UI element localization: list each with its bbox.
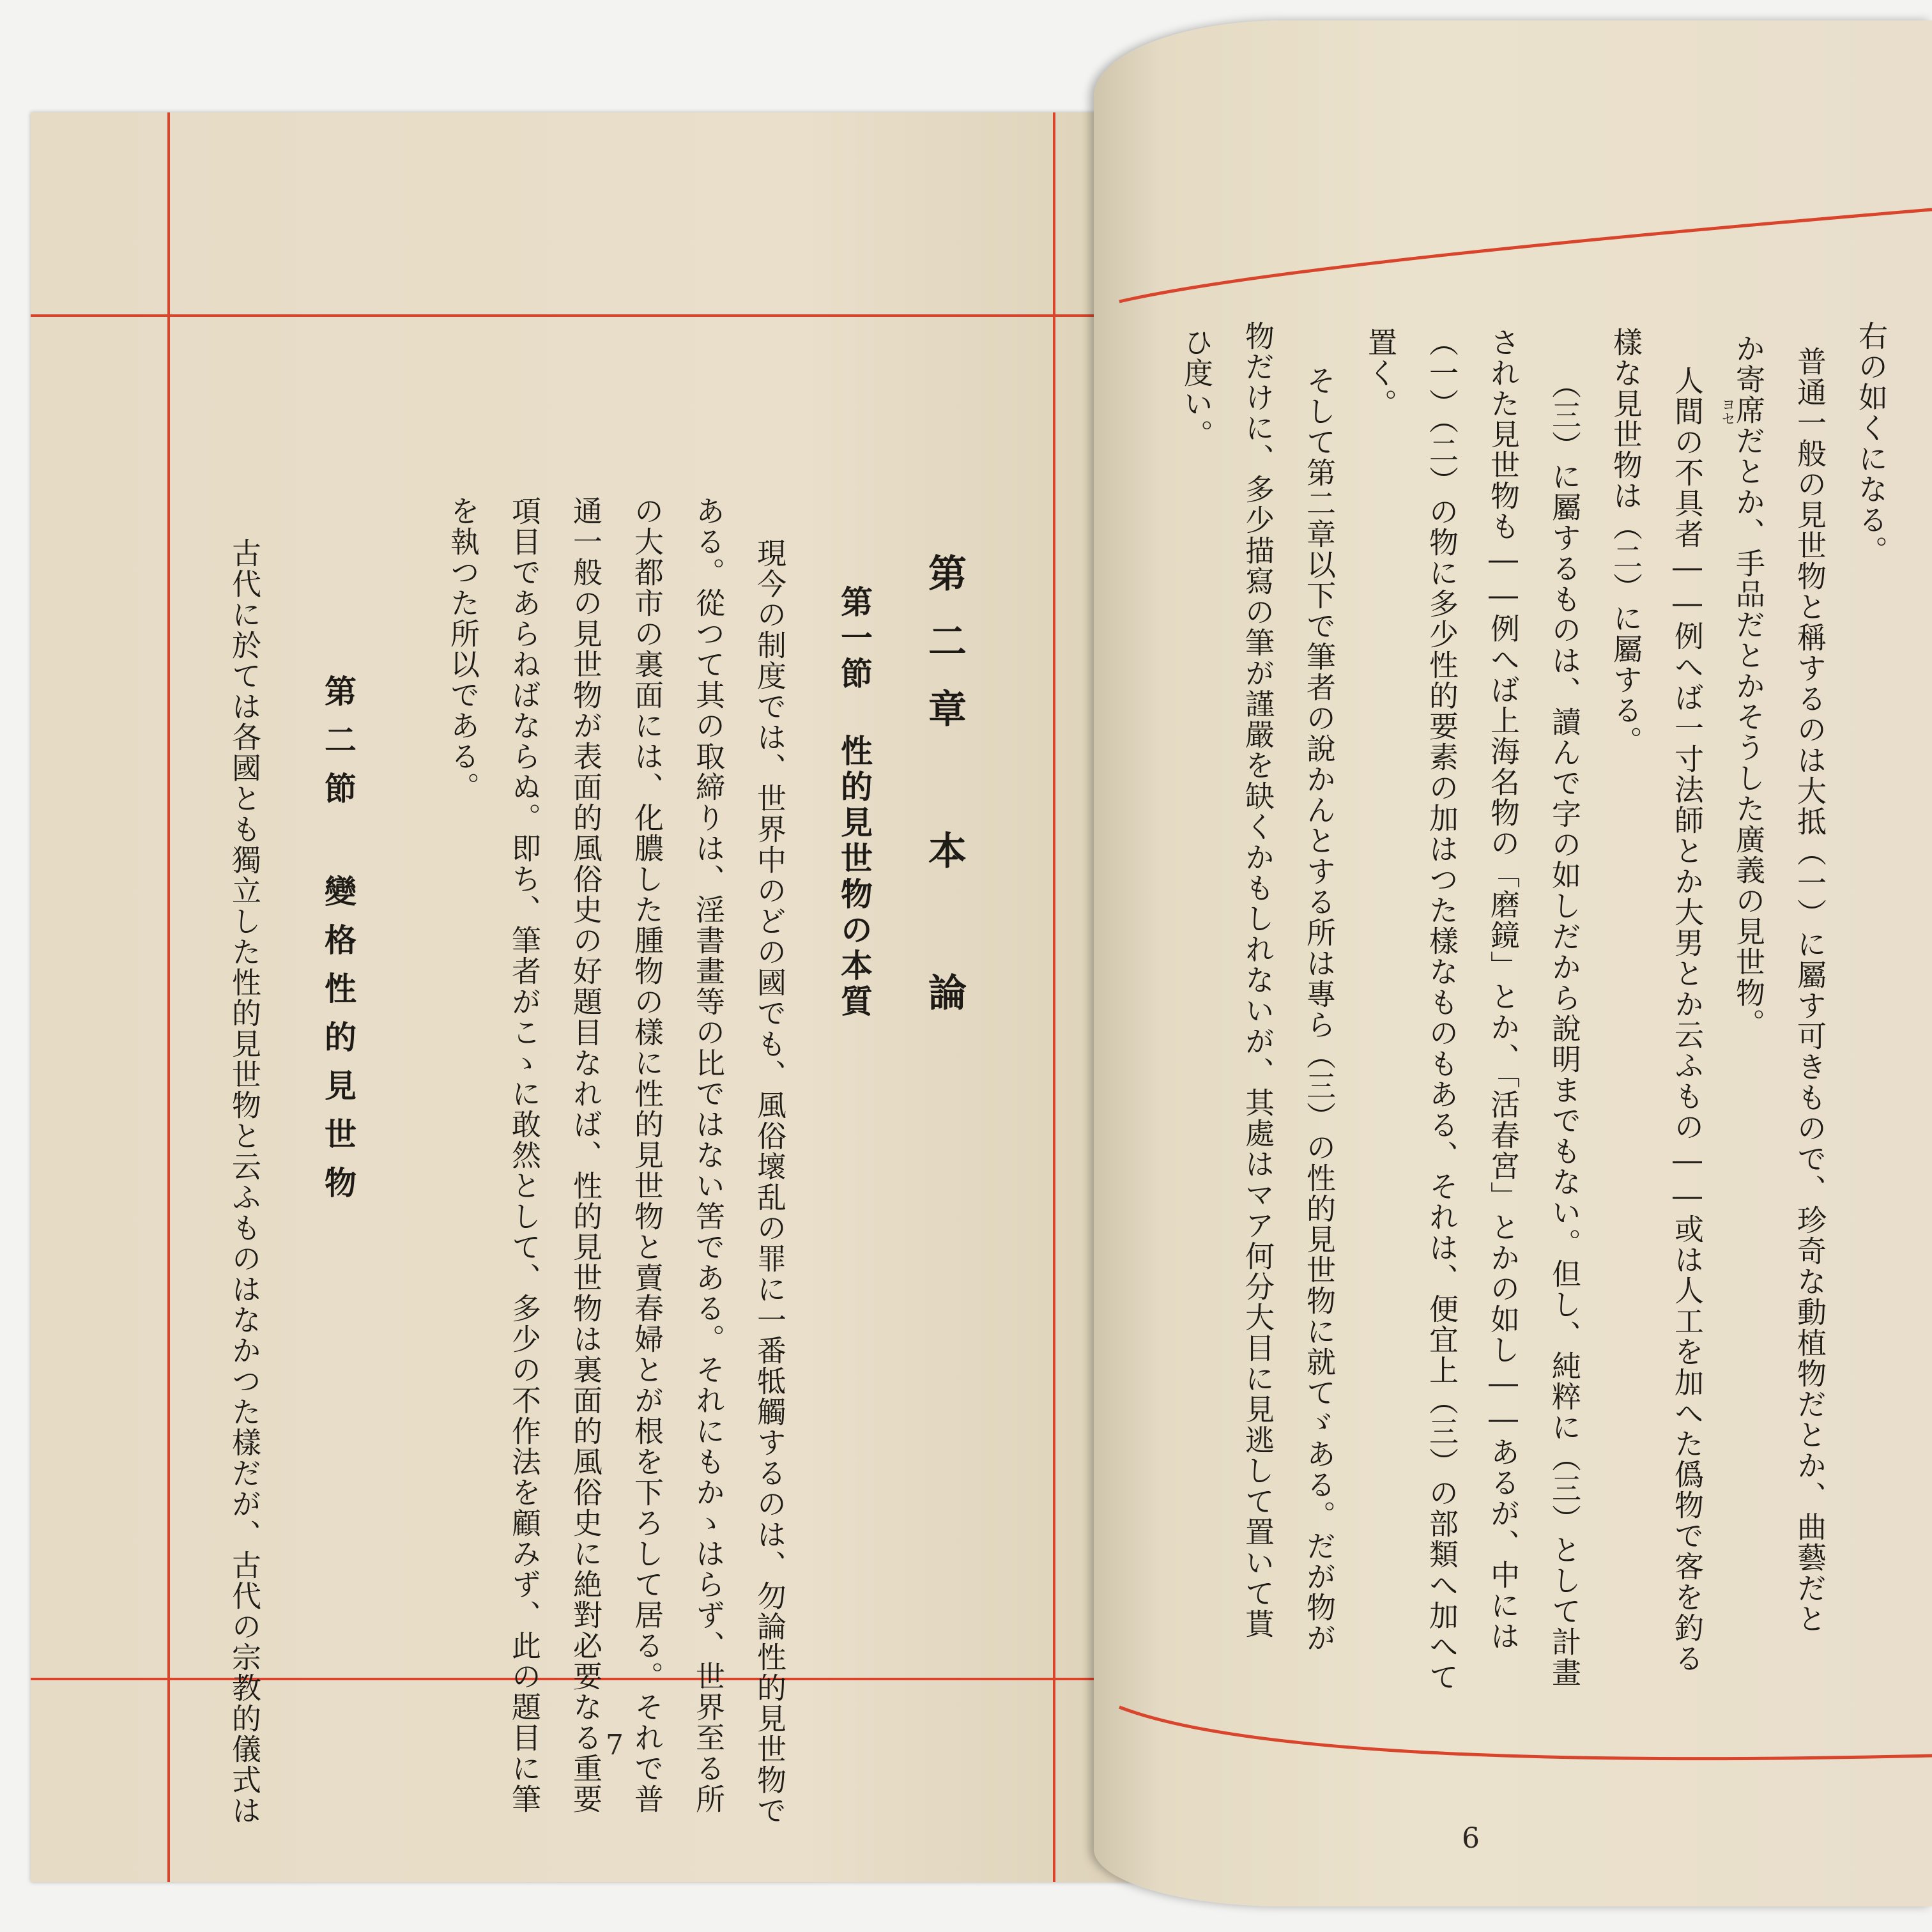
right-line: 右の如くになる。 — [1854, 321, 1889, 566]
right-line: か寄席だとか、手品だとかそうした廣義の見世物。 — [1731, 334, 1766, 1039]
left-page-number: 7 — [606, 1729, 624, 1761]
right-page-number: 6 — [1462, 1822, 1480, 1855]
paragraph2-line: 古代に於ては各國とも獨立した性的見世物と云ふものはなかつた樣だが、古代の宗教的儀式は — [227, 538, 262, 1826]
right-line: 樣な見世物は（二）に屬する。 — [1609, 327, 1643, 756]
right-line: そして第二章以下で筆者の說かんとする所は專ら（三）の性的見世物に就てゞある。だが物が — [1302, 365, 1337, 1653]
left-rule-outer — [167, 112, 170, 1882]
section1-heading: 第一節 性的見世物の本質 — [836, 585, 873, 1020]
right-line: （一）（二）の物に多少性的要素の加はつた樣なものもある、それは、便宜上（三）の部類へ加へて — [1425, 327, 1459, 1692]
left-rule-top — [31, 314, 1136, 317]
right-line: ひ度い。 — [1179, 327, 1214, 450]
right-line: 普通一般の見世物と稱するのは大抵（一）に屬す可きもので、珍奇な動植物だとか、曲藝だと — [1793, 346, 1827, 1634]
paragraph1-line: ある。從つて其の取締りは、淫書畫等の比ではない筈である。それにもかゝはらず、世界至る所 — [691, 496, 726, 1814]
paragraph1-line: 項目であらねばならぬ。即ち、筆者がこゝに敢然として、多少の不作法を顧みず、此の題目に筆 — [507, 496, 542, 1814]
right-line: 置く。 — [1363, 327, 1398, 419]
paragraph1-line: の大都市の裏面には、化膿した腫物の樣に性的見世物と賣春婦とが根を下ろして居る。それで普 — [630, 496, 664, 1814]
right-line: された見世物も――例へば上海名物の「磨鏡」とか、「活春宮」とかの如し――あるが、中には — [1486, 327, 1521, 1652]
left-rule-inner — [1053, 112, 1055, 1882]
paragraph1-line: を執つた所以である。 — [446, 496, 480, 802]
right-page — [1094, 20, 1932, 1906]
right-line: 人間の不具者――例へば一寸法師とか大男とか云ふもの――或は人工を加へた僞物で客を釣る — [1670, 365, 1705, 1674]
section2-heading: 第二節 變格性的見世物 — [319, 675, 357, 1215]
paragraph1-line: 通一般の見世物が表面的風俗史の好題目なれば、性的見世物は裏面的風俗史に絶對必要なる重要 — [569, 496, 603, 1814]
paragraph1-line: 現今の制度では、世界中のどの國でも、風俗壞乱の罪に一番牴觸するのは、勿論性的見世物で — [753, 538, 787, 1826]
right-line: 物だけに、多少描寫の筆が謹嚴を缺くかもしれないが、其處はマア何分大目に見逃して置いて貰 — [1241, 321, 1275, 1639]
chapter-heading: 第二章 本 論 — [922, 553, 967, 1040]
furigana: ヨセ — [1719, 397, 1735, 425]
right-line: （三）に屬するものは、讀んで字の如しだから說明までもない。但し、純粹に（三）として計畫 — [1547, 369, 1582, 1688]
left-page — [31, 112, 1136, 1882]
